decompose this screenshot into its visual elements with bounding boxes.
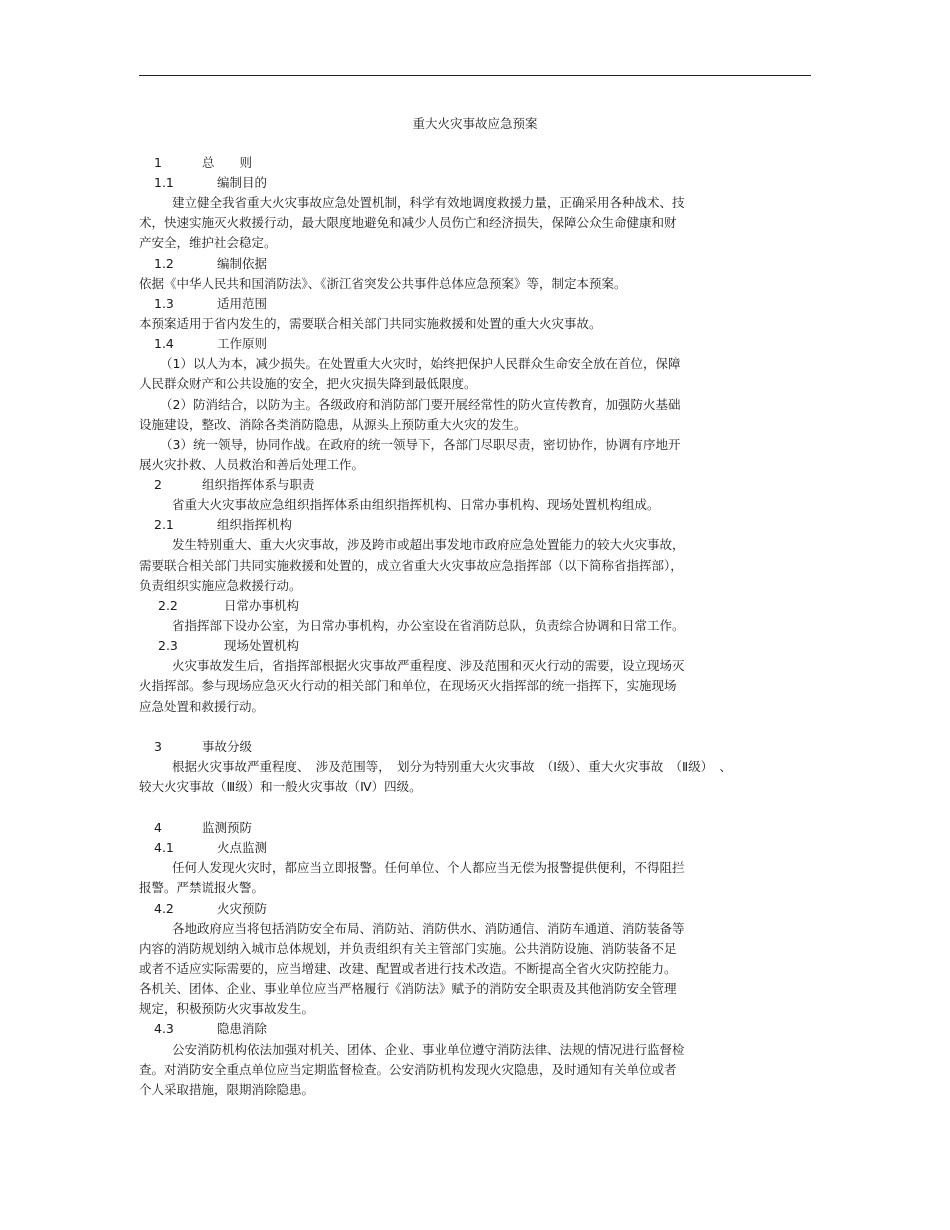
section-label: 组织指挥机构 xyxy=(217,517,293,532)
section-1-3-heading xyxy=(0,296,950,312)
paragraph-line: 较大火灾事故（Ⅲ级）和一般火灾事故（Ⅳ）四级。 xyxy=(139,779,422,794)
paragraph-line: 需要联合相关部门共同实施救援和处置的，成立省重大火灾事故应急指挥部（以下简称省指挥部）， xyxy=(139,558,683,573)
section-label: 工作原则 xyxy=(217,336,268,351)
paragraph-line: 产安全，维护社会稳定。 xyxy=(139,235,277,250)
paragraph-line: 火指挥部。参与现场应急灭火行动的相关部门和单位，在现场灭火指挥部的统一指挥下，实施现场 xyxy=(139,678,677,693)
section-label: 编制依据 xyxy=(217,256,268,271)
section-4-2-heading xyxy=(0,901,950,917)
section-label: 编制目的 xyxy=(217,175,268,190)
paragraph-line: 内容的消防规划纳入城市总体规划，并负责组织有关主管部门实施。公共消防设施、消防装备不足 xyxy=(139,941,677,956)
section-number: 4 xyxy=(154,820,162,835)
paragraph-line: 设施建设，整改、消除各类消防隐患，从源头上预防重大火灾的发生。 xyxy=(139,417,527,432)
paragraph-line: 任何人发现火灾时，都应当立即报警。任何单位、个人都应当无偿为报警提供便利，不得阻拦 xyxy=(172,860,685,875)
section-1-1-heading xyxy=(0,175,950,191)
section-number: 4.1 xyxy=(154,840,174,855)
section-number: 2.3 xyxy=(158,638,178,653)
section-1-2-heading xyxy=(0,256,950,272)
section-number: 1.4 xyxy=(154,336,174,351)
section-label: 日常办事机构 xyxy=(224,598,300,613)
section-4-1-heading xyxy=(0,840,950,856)
section-number: 2 xyxy=(154,477,162,492)
paragraph-line: 火灾事故发生后，省指挥部根据火灾事故严重程度、涉及范围和灭火行动的需要，设立现场灭 xyxy=(172,658,685,673)
paragraph-line: 发生特别重大、重大火灾事故，涉及跨市或超出事发地市政府应急处置能力的较大火灾事故， xyxy=(172,537,685,552)
section-1-4-heading xyxy=(0,336,950,352)
paragraph-line: 人民群众财产和公共设施的安全，把火灾损失降到最低限度。 xyxy=(139,376,477,391)
paragraph-line: （3）统一领导，协同作战。在政府的统一领导下，各部门尽职尽责，密切协作，协调有序地开 xyxy=(160,437,681,452)
paragraph-line: 查。对消防安全重点单位应当定期监督检查。公安消防机构发现火灾隐患，及时通知有关单位或者 xyxy=(139,1062,677,1077)
section-3-heading xyxy=(0,739,950,755)
section-label: 隐患消除 xyxy=(217,1021,268,1036)
paragraph-line: 各地政府应当将包括消防安全布局、消防站、消防供水、消防通信、消防车通道、消防装备等 xyxy=(172,921,685,936)
section-1-heading xyxy=(0,155,950,171)
section-number: 2.2 xyxy=(158,598,178,613)
section-4-heading xyxy=(0,820,950,836)
paragraph-line: （2）防消结合，以防为主。各级政府和消防部门要开展经常性的防火宣传教育，加强防火基础 xyxy=(160,397,681,412)
paragraph-line: 术，快速实施灭火救援行动，最大限度地避免和减少人员伤亡和经济损失，保障公众生命健康和财 xyxy=(139,215,677,230)
document-title: 重大火灾事故应急预案 xyxy=(412,116,538,131)
paragraph-line: 规定，积极预防火灾事故发生。 xyxy=(139,1001,315,1016)
paragraph-line: 公安消防机构依法加强对机关、团体、企业、事业单位遵守消防法律、法规的情况进行监督检 xyxy=(172,1042,685,1057)
paragraph-line: 展火灾扑救、人员救治和善后处理工作。 xyxy=(139,457,365,472)
section-number: 2.1 xyxy=(154,517,174,532)
section-number: 3 xyxy=(154,739,162,754)
section-number: 1.2 xyxy=(154,256,174,271)
paragraph-line: 本预案适用于省内发生的，需要联合相关部门共同实施救援和处置的重大火灾事故。 xyxy=(139,316,602,331)
section-2-1-heading xyxy=(0,517,950,533)
section-number: 4.2 xyxy=(154,901,174,916)
section-2-2-heading xyxy=(0,598,950,614)
section-number: 1 xyxy=(154,155,162,170)
header-rule xyxy=(139,75,811,76)
paragraph-line: 应急处置和救援行动。 xyxy=(139,699,265,714)
paragraph-line: 省指挥部下设办公室，为日常办事机构，办公室设在省消防总队，负责综合协调和日常工作。 xyxy=(172,618,685,633)
section-number: 4.3 xyxy=(154,1021,174,1036)
section-2-3-heading xyxy=(0,638,950,654)
section-label: 事故分级 xyxy=(202,739,253,754)
paragraph-line: 或者不适应实际需要的，应当增建、改建、配置或者进行技术改造。不断提高全省火灾防控能力。 xyxy=(139,961,677,976)
paragraph-line: 省重大火灾事故应急组织指挥体系由组织指挥机构、日常办事机构、现场处置机构组成。 xyxy=(172,497,660,512)
section-label: 组织指挥体系与职责 xyxy=(202,477,315,492)
section-label: 监测预防 xyxy=(202,820,253,835)
paragraph-line: 依据《中华人民共和国消防法》、《浙江省突发公共事件总体应急预案》等，制定本预案。 xyxy=(139,276,627,291)
paragraph-line: 报警。严禁谎报火警。 xyxy=(139,880,265,895)
section-number: 1.1 xyxy=(154,175,174,190)
section-label: 火灾预防 xyxy=(217,901,268,916)
section-label: 总 则 xyxy=(202,155,253,170)
section-number: 1.3 xyxy=(154,296,174,311)
paragraph-line: 负责组织实施应急救援行动。 xyxy=(139,578,302,593)
paragraph-line: 根据火灾事故严重程度、 涉及范围等， 划分为特别重大火灾事故 （Ⅰ级）、重大火灾事故 （Ⅱ级） 、 xyxy=(172,759,732,774)
paragraph-line: 建立健全我省重大火灾事故应急处置机制，科学有效地调度救援力量，正确采用各种战术、技 xyxy=(172,195,685,210)
section-label: 火点监测 xyxy=(217,840,268,855)
section-4-3-heading xyxy=(0,1021,950,1037)
section-label: 适用范围 xyxy=(217,296,268,311)
section-label: 现场处置机构 xyxy=(224,638,300,653)
paragraph-line: 个人采取措施，限期消除隐患。 xyxy=(139,1082,315,1097)
paragraph-line: （1）以人为本，减少损失。在处置重大火灾时，始终把保护人民群众生命安全放在首位，保障 xyxy=(160,356,681,371)
paragraph-line: 各机关、团体、企业、事业单位应当严格履行《消防法》赋予的消防安全职责及其他消防安全管理 xyxy=(139,981,677,996)
section-2-heading xyxy=(0,477,950,493)
